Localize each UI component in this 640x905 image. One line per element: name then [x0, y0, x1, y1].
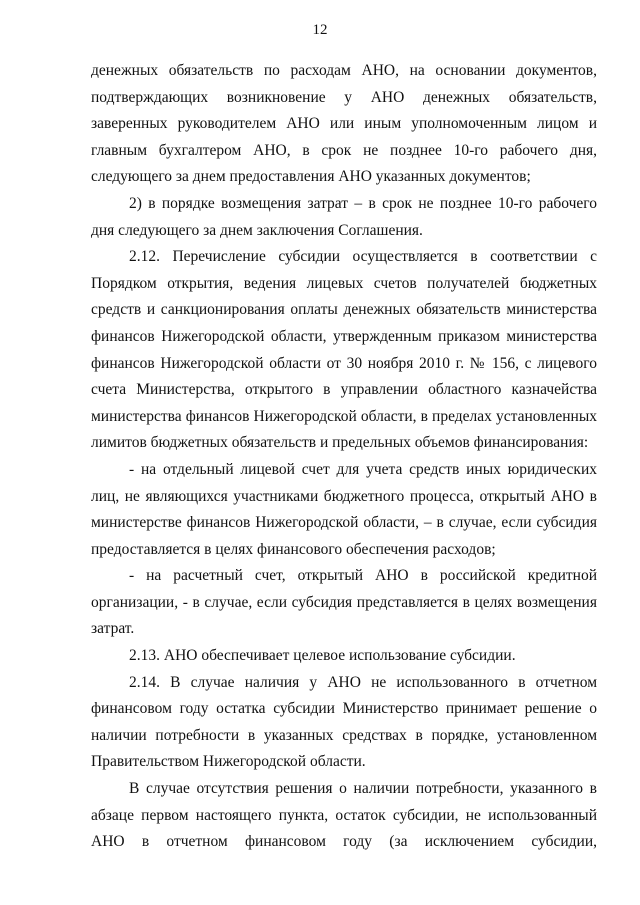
- paragraph-2-12: 2.12. Перечисление субсидии осуществляется в соответствии с Порядком открытия, ведения лицевых счетов получателей бюджетных средств и санкционирования оплаты денежных обязательств министерства финансов Нижегородской области, утвержденным приказом министерства финансов Нижегородской области от 30 ноября 2010 г. № 156, с лицевого счета Министерства, открытого в управлении областного казначейства министерства финансов Нижегородской области, в пределах установленных лимитов бюджетных обязательств и предельных объемов финансирования:: [91, 248, 597, 452]
- page-number: 12: [312, 22, 328, 38]
- paragraph-continuation: денежных обязательств по расходам АНО, на основании документов, подтверждающих возникновение у АНО денежных обязательств, заверенных руководителем АНО или иным уполномоченным лицом и главным бухгалтером АНО, в срок не позднее 10-го рабочего дня, следующего за днем предоставления АНО указанных документов;: [91, 62, 597, 186]
- paragraph-2-14: 2.14. В случае наличия у АНО не использованного в отчетном финансовом году остатка субсидии Министерство принимает решение о наличии потребности в указанных средствах в порядке, установленном Правительством Нижегородской области.: [91, 673, 597, 771]
- paragraph-dash-personal-account: - на отдельный лицевой счет для учета средств иных юридических лиц, не являющихся участниками бюджетного процесса, открытый АНО в министерстве финансов Нижегородской области, – в случае, если субсидия предоставляется в целях финансового обеспечения расходов;: [91, 460, 597, 558]
- paragraph-dash-settlement-account: - на расчетный счет, открытый АНО в российской кредитной организации, - в случае, если субсидия представляется в целях возмещения затрат.: [91, 567, 597, 638]
- paragraph-item-2: 2) в порядке возмещения затрат – в срок не позднее 10-го рабочего дня следующего за днем заключения Соглашения.: [91, 194, 597, 239]
- paragraph-remainder: В случае отсутствия решения о наличии потребности, указанного в абзаце первом настоящего пункта, остаток субсидии, не использованный АНО в отчетном финансовом году (за исключением субсидии,: [91, 780, 597, 851]
- paragraph-2-13: 2.13. АНО обеспечивает целевое использование субсидии.: [129, 647, 516, 665]
- document-body: [91, 58, 597, 856]
